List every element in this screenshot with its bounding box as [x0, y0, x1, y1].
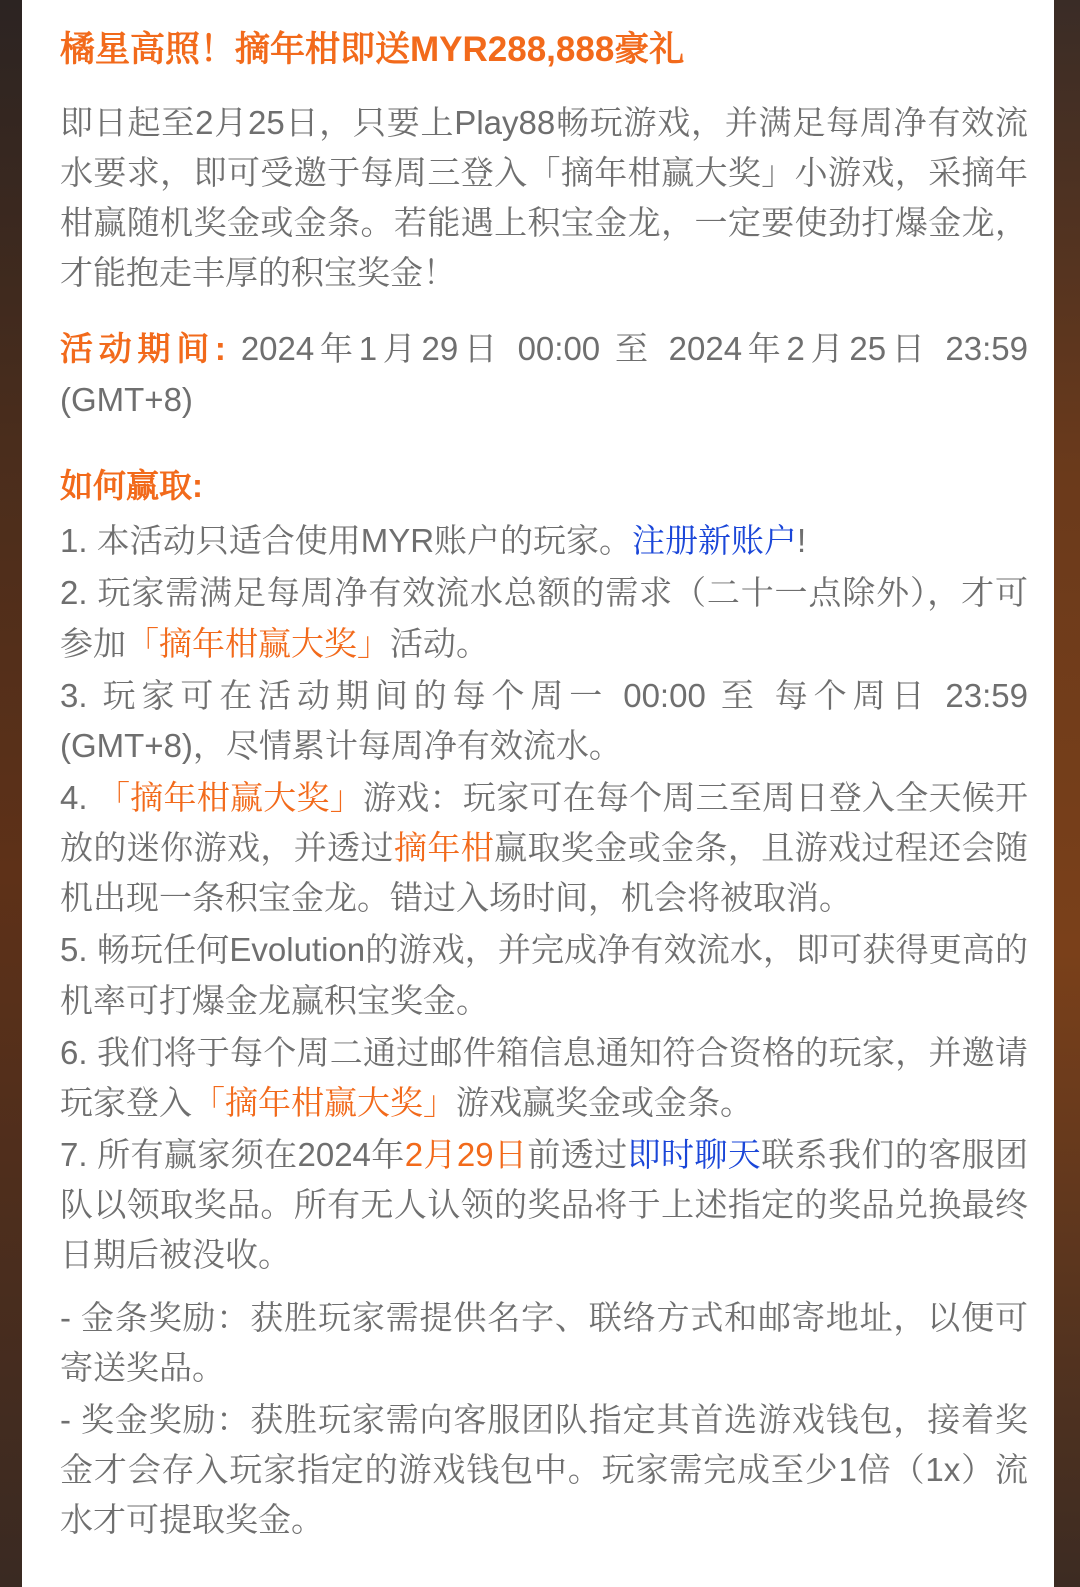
step-text: 游戏：玩家可在每个周三至周日登入全天候开放的迷你游戏，并透过	[60, 778, 1028, 867]
list-item	[60, 1028, 1028, 1128]
step-text-mid: 前透过	[527, 1136, 628, 1174]
step-number: 2.	[60, 574, 98, 612]
list-item	[60, 568, 1028, 668]
step-text-tail: 游戏赢奖金或金条。	[456, 1083, 753, 1121]
step-text-tail: 赢取奖金或金条，且游戏过程还会随机出现一条积宝金龙。错过入场时间，机会将被取消。	[60, 829, 1029, 917]
how-to-win-list	[60, 516, 1028, 1280]
list-item	[60, 1130, 1028, 1280]
promo-period	[60, 324, 1028, 424]
list-item	[60, 516, 1028, 566]
promo-period-value: 2024年1月29日 00:00 至 2024年2月25日 23:59 (GMT+8)	[60, 330, 1028, 418]
step-number: 7.	[60, 1136, 98, 1174]
step-text: 畅玩任何Evolution的游戏，并完成净有效流水，即可获得更高的机率可打爆金龙赢积宝奖金。	[60, 931, 1028, 1019]
step-text: 玩家可在活动期间的每个周一 00:00 至 每个周日 23:59 (GMT+8)，尽情累计每周净有效流水。	[60, 676, 1028, 764]
list-item	[60, 671, 1028, 771]
step-number: 3.	[60, 676, 103, 714]
step-text-tail: 活动。	[390, 624, 489, 662]
promo-content	[30, 0, 1054, 1587]
how-to-win-heading: 如何赢取:	[60, 466, 203, 504]
promo-intro-paragraph: 即日起至2月25日，只要上Play88畅玩游戏，并满足每周净有效流水要求，即可受邀于每周三登入「摘年柑赢大奖」小游戏，采摘年柑赢随机奖金或金条。若能遇上积宝金龙，一定要使劲打爆金龙，才能抱走丰厚的积宝奖金！	[60, 103, 1028, 292]
register-new-account-link[interactable]: 注册新账户	[632, 522, 798, 560]
step-number: 1.	[60, 522, 97, 560]
notes-spacer	[60, 1283, 1028, 1293]
step-number: 6.	[60, 1033, 97, 1071]
step-text-tail: 联系我们的客服团队以领取奖品。所有无人认领的奖品将于上述指定的奖品兑换最终日期后被没收。	[60, 1136, 1029, 1274]
step-text: 所有赢家须在2024年	[97, 1136, 405, 1174]
page-title: 橘星高照！摘年柑即送MYR288,888豪礼	[60, 30, 685, 69]
note-cash-prize: - 奖金奖励：获胜玩家需向客服团队指定其首选游戏钱包，接着奖金才会存入玩家指定的游戏钱包中。玩家需完成至少1倍（1x）流水才可提取奖金。	[60, 1400, 1028, 1539]
promo-period-label: 活动期间:	[60, 330, 226, 368]
step-number: 4.	[60, 778, 97, 816]
note-gold-bar: - 金条奖励：获胜玩家需提供名字、联络方式和邮寄地址，以便可寄送奖品。	[60, 1298, 1028, 1386]
list-item	[60, 925, 1028, 1025]
step-text: 玩家需满足每周净有效流水总额的需求（二十一点除外），才可参加	[60, 574, 1028, 662]
left-decorative-edge	[0, 0, 22, 1587]
step-text: 我们将于每个周二通过邮件箱信息通知符合资格的玩家，并邀请玩家登入	[60, 1033, 1028, 1121]
step-text-tail: !	[797, 522, 807, 560]
step-number: 5.	[60, 931, 97, 969]
step-highlight-date: 2月29日	[404, 1136, 528, 1174]
right-decorative-edge	[1054, 0, 1080, 1587]
list-item	[60, 773, 1028, 923]
live-chat-link[interactable]: 即时聊天	[627, 1136, 762, 1174]
step-highlight-secondary: 摘年柑	[393, 829, 495, 867]
step-text: 本活动只适合使用MYR账户的玩家。	[96, 522, 633, 560]
step-highlight: 「摘年柑赢大奖」	[126, 624, 390, 662]
step-highlight: 「摘年柑赢大奖」	[192, 1083, 456, 1121]
step-highlight: 「摘年柑赢大奖」	[96, 778, 364, 816]
